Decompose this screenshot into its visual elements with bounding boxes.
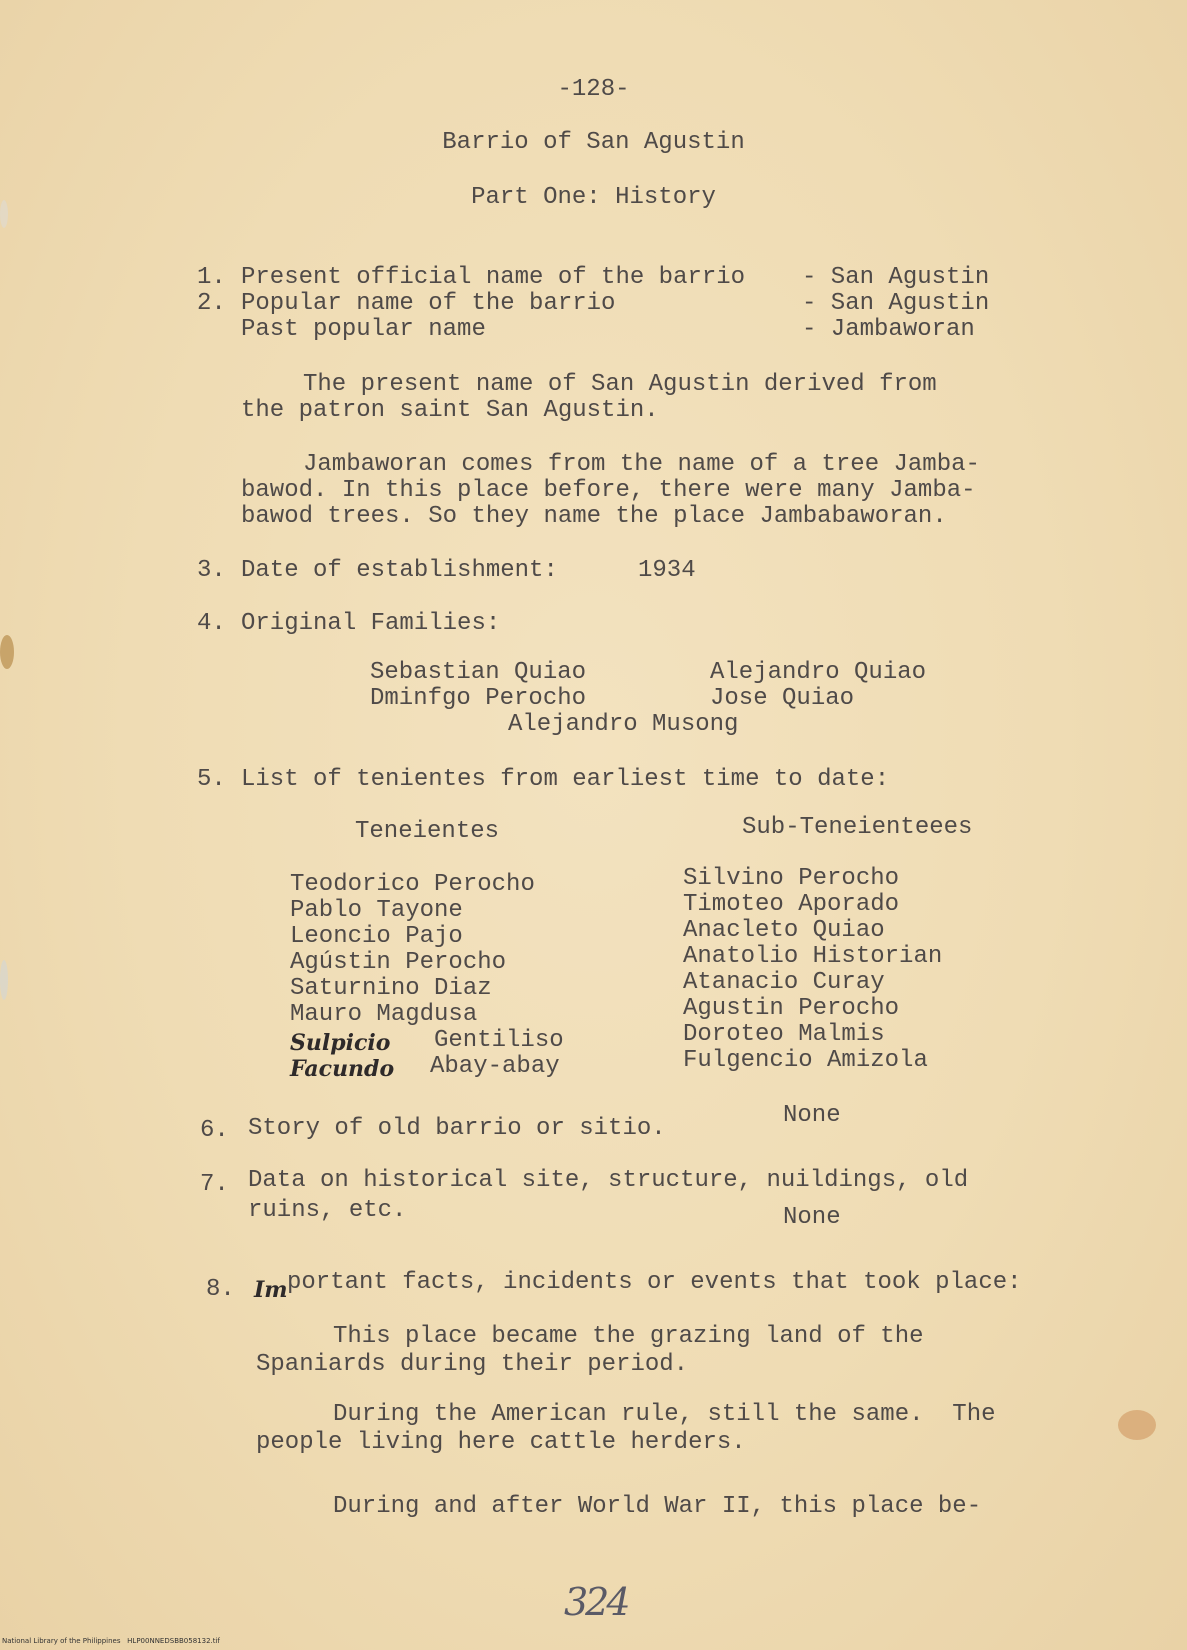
item-number: 1. [197,264,226,291]
family-name: Jose Quiao [710,685,855,712]
teniente-handwritten: Facundo [290,1056,395,1082]
teniente-handwritten: Sulpicio [290,1030,391,1056]
teniente-name: Agústin Perocho [290,949,507,976]
sub-teniente-name: Timoteo Aporado [683,891,900,918]
sub-teniente-name: Fulgencio Amizola [683,1047,928,1074]
column-header-tenientes: Teneientes [355,818,500,845]
item-number: 5. [197,766,226,793]
item-value: - Jambaworan [802,316,975,343]
item-value: None [783,1204,841,1231]
column-header-sub-tenientes: Sub-Teneienteees [742,814,973,841]
family-name: Dminfgo Perocho [370,685,587,712]
item-label: Data on historical site, structure, nuildings, old [248,1167,969,1194]
paragraph-line: During and after World War II, this place be- [333,1493,982,1520]
page-title: Barrio of San Agustin [442,129,745,156]
teniente-name: Teodorico Perocho [290,871,535,898]
page-number: -128- [557,76,630,103]
item-number: 8. [206,1276,235,1303]
item-label: Story of old barrio or sitio. [248,1115,666,1142]
stain [1118,1410,1156,1440]
page-subtitle: Part One: History [471,184,716,211]
paragraph-line: bawod. In this place before, there were many Jamba- [241,477,976,504]
teniente-name: Leoncio Pajo [290,923,463,950]
item-value: - San Agustin [802,290,990,317]
item-label: portant facts, incidents or events that took place: [287,1269,1022,1296]
stain [0,960,8,1000]
paragraph-line: The present name of San Agustin derived from [303,371,937,398]
teniente-name: Gentiliso [434,1027,564,1054]
sub-teniente-name: Atanacio Curay [683,969,885,996]
item-label: Present official name of the barrio [241,264,746,291]
family-name: Alejandro Musong [508,711,739,738]
family-name: Sebastian Quiao [370,659,587,686]
paragraph-line: Spaniards during their period. [256,1351,689,1378]
item-label: ruins, etc. [248,1197,407,1224]
teniente-name: Abay-abay [430,1053,560,1080]
item-label: Past popular name [241,316,486,343]
item-label: Date of establishment: [241,557,558,584]
paragraph-line: people living here cattle herders. [256,1429,746,1456]
sub-teniente-name: Doroteo Malmis [683,1021,885,1048]
item-value: - San Agustin [802,264,990,291]
item-handwritten: Im [254,1277,288,1303]
item-number: 6. [200,1117,229,1144]
paragraph-line: This place became the grazing land of the [333,1323,924,1350]
item-label: List of tenientes from earliest time to date: [241,766,890,793]
paragraph-line: Jambaworan comes from the name of a tree Jamba- [303,451,980,478]
item-label: Original Families: [241,610,501,637]
stain [0,635,14,669]
archive-footer: National Library of the Philippines HLP00NNEDSBB058132.tif [2,1637,220,1645]
family-name: Alejandro Quiao [710,659,927,686]
item-number: 3. [197,557,226,584]
item-value: None [783,1102,841,1129]
item-label: Popular name of the barrio [241,290,616,317]
sub-teniente-name: Silvino Perocho [683,865,900,892]
teniente-name: Saturnino Diaz [290,975,492,1002]
teniente-name: Pablo Tayone [290,897,463,924]
sub-teniente-name: Agustin Perocho [683,995,900,1022]
paragraph-line: During the American rule, still the same. The [333,1401,996,1428]
paragraph-line: the patron saint San Agustin. [241,397,659,424]
paragraph-line: bawod trees. So they name the place Jambabaworan. [241,503,947,530]
item-number: 4. [197,610,226,637]
item-value: 1934 [638,557,696,584]
page-stamp: 324 [564,1580,628,1624]
sub-teniente-name: Anatolio Historian [683,943,943,970]
teniente-name: Mauro Magdusa [290,1001,478,1028]
sub-teniente-name: Anacleto Quiao [683,917,885,944]
item-number: 7. [200,1171,229,1198]
item-number: 2. [197,290,226,317]
